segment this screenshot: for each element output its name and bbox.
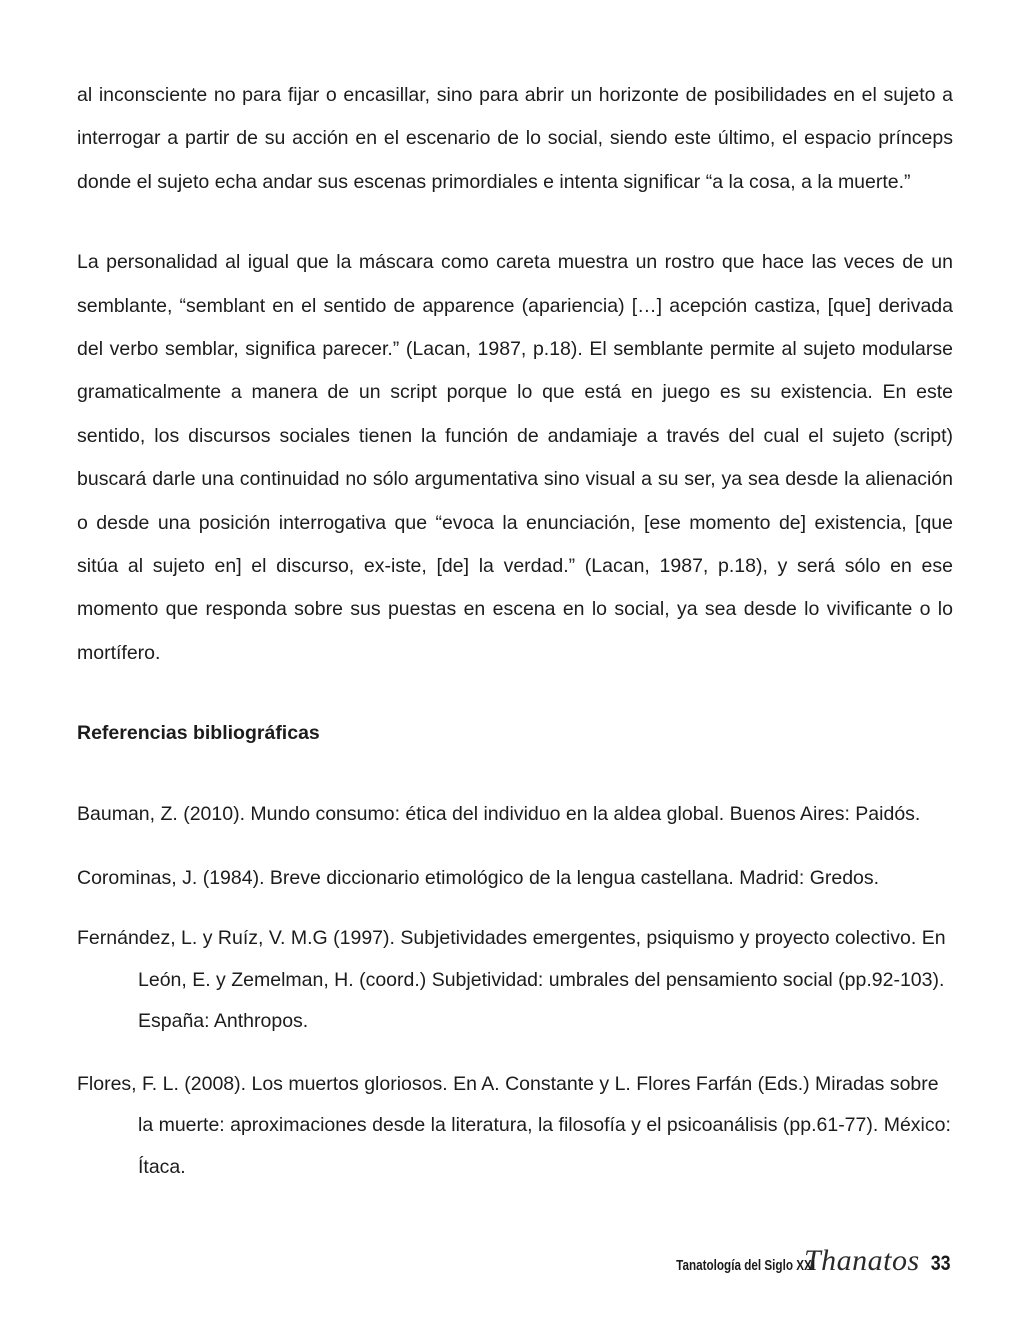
page-content [77, 74, 953, 1188]
page-number: 33 [930, 1252, 951, 1275]
body-paragraph: al inconsciente no para fijar o encasillar, sino para abrir un horizonte de posibilidades en el sujeto a interrogar a partir de su acción en el escenario de lo social, siendo este último, el espacio prínceps donde el sujeto echa andar sus escenas primordiales e intenta significar “a la cosa, a la muerte.” [77, 84, 953, 193]
reference-item: Fernández, L. y Ruíz, V. M.G (1997). Subjetividades emergentes, psiquismo y proyecto colectivo. En León, E. y Zemelman, H. (coord.) Subjetividad: umbrales del pensamiento social (pp.92-103). España: Anthropos. [77, 927, 946, 1033]
journal-logo: Thanatos [803, 1244, 920, 1277]
references-heading: Referencias bibliográficas [77, 722, 320, 745]
body-paragraph: La personalidad al igual que la máscara como careta muestra un rostro que hace las veces de un semblante, “semblant en el sentido de apparence (apariencia) […] acepción castiza, [que] derivada del verbo semblar, significa parecer.” (Lacan, 1987, p.18). El semblante permite al sujeto modularse gramaticalmente a manera de un script porque lo que está en juego es su existencia. En este sentido, los discursos sociales tienen la función de andamiaje a través del cual el sujeto (script) buscará darle una continuidad no sólo argumentativa sino visual a su ser, ya sea desde la alienación o desde una posición interrogativa que “evoca la enunciación, [ese momento de] existencia, [que sitúa al sujeto en] el discurso, ex-iste, [de] la verdad.” (Lacan, 1987, p.18), y será sólo en ese momento que responda sobre sus puestas en escena en lo social, ya sea desde lo vivificante o lo mortífero. [77, 251, 953, 664]
reference-item: Corominas, J. (1984). Breve diccionario etimológico de la lengua castellana. Madrid: Gredos. [77, 866, 880, 889]
reference-list [77, 794, 953, 1188]
journal-label: Tanatología del Siglo XXI [676, 1257, 815, 1274]
page-footer [637, 1244, 952, 1278]
reference-item: Bauman, Z. (2010). Mundo consumo: ética del individuo en la aldea global. Buenos Aires: Paidós. [77, 803, 921, 826]
reference-item: Flores, F. L. (2008). Los muertos gloriosos. En A. Constante y L. Flores Farfán (Eds.) Miradas sobre la muerte: aproximaciones desde la literatura, la filosofía y el psicoanálisis (pp.61-77). México: Ítaca. [77, 1072, 951, 1178]
